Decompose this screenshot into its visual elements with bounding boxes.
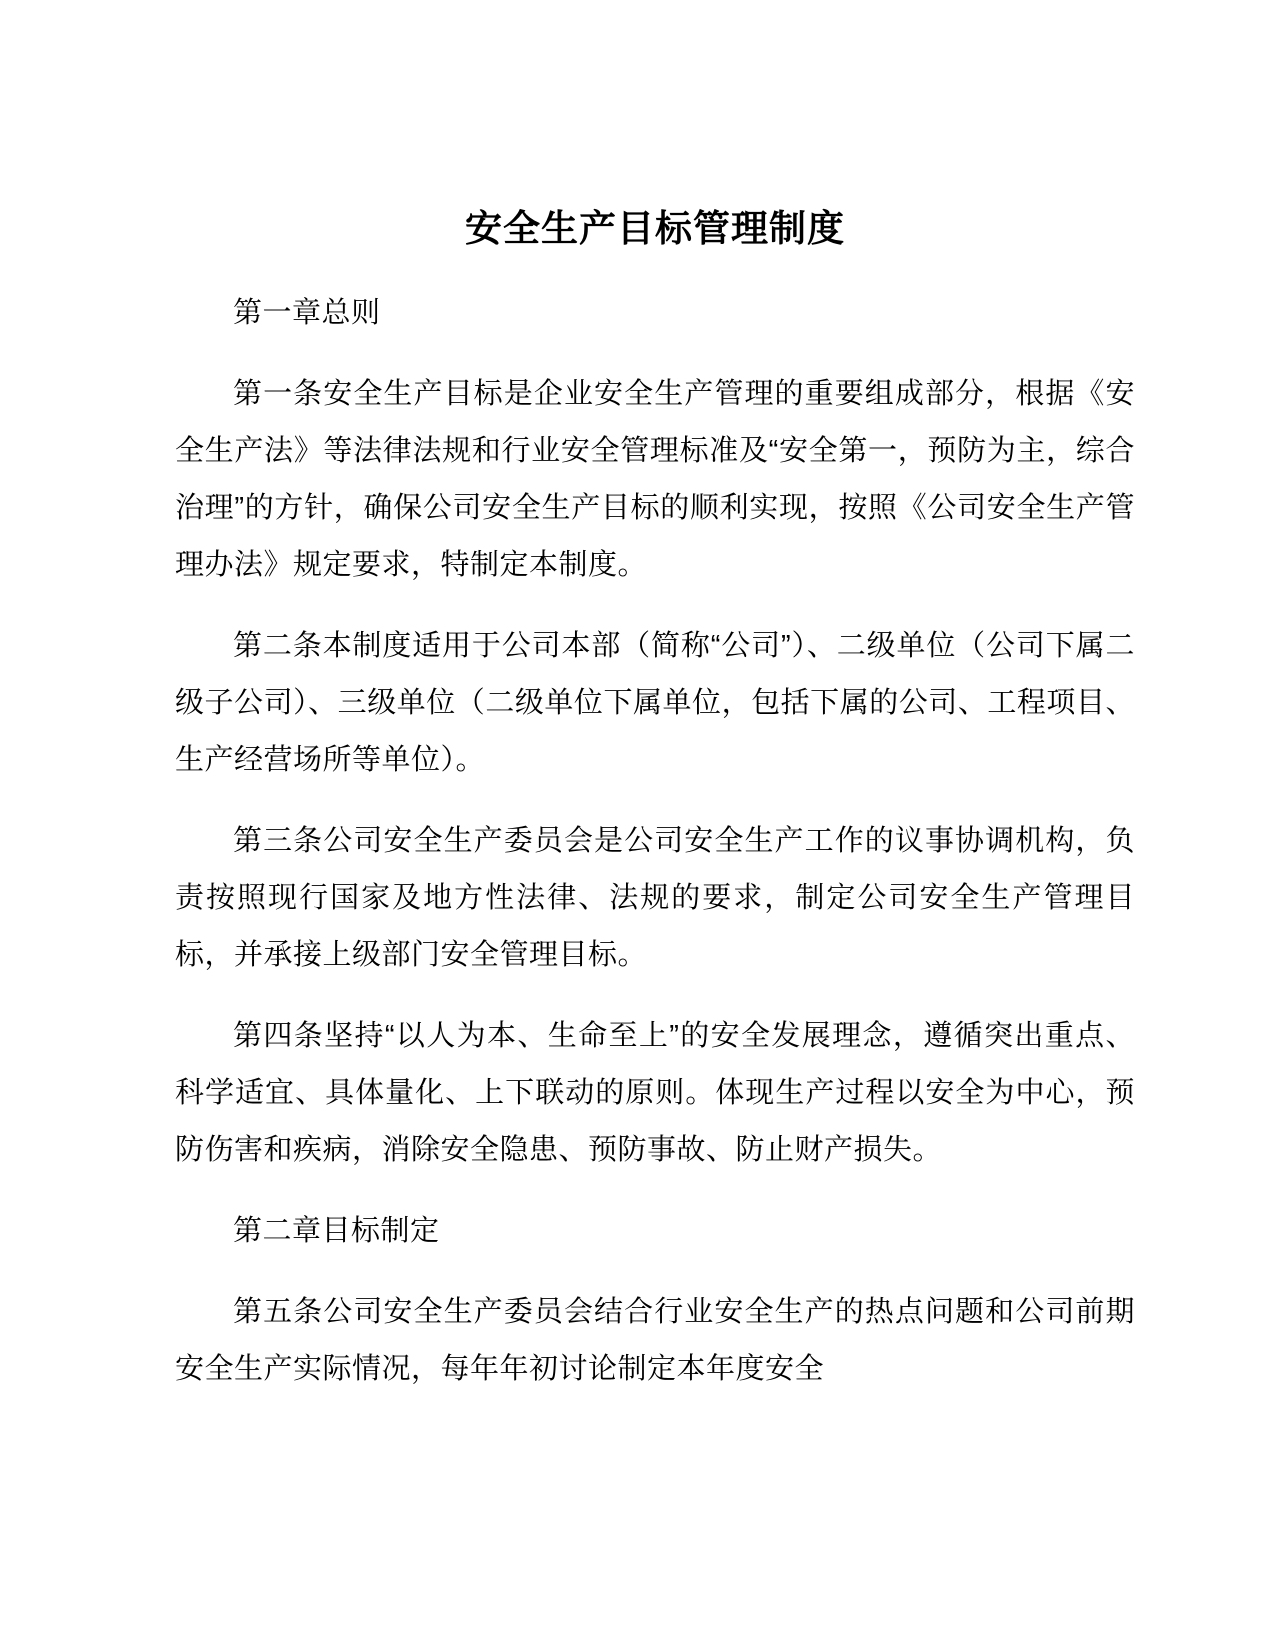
article-3-paragraph: 第三条公司安全生产委员会是公司安全生产工作的议事协调机构，负责按照现行国家及地方性法律、法规的要求，制定公司安全生产管理目标，并承接上级部门安全管理目标。	[175, 825, 1135, 971]
article-5-paragraph: 第五条公司安全生产委员会结合行业安全生产的热点问题和公司前期安全生产实际情况，每年年初讨论制定本年度安全	[175, 1296, 1135, 1385]
chapter-1-heading: 第一章总则	[233, 297, 381, 329]
article-1-paragraph: 第一条安全生产目标是企业安全生产管理的重要组成部分，根据《安全生产法》等法律法规和行业安全管理标准及“安全第一，预防为主，综合治理”的方针，确保公司安全生产目标的顺利实现，按照《公司安全生产管理办法》规定要求，特制定本制度。	[175, 378, 1135, 581]
chapter-2-heading: 第二章目标制定	[233, 1215, 440, 1247]
article-2-paragraph: 第二条本制度适用于公司本部（简称“公司”）、二级单位（公司下属二级子公司）、三级单位（二级单位下属单位，包括下属的公司、工程项目、生产经营场所等单位）。	[175, 630, 1135, 776]
document-title: 安全生产目标管理制度	[465, 208, 845, 249]
article-4-paragraph: 第四条坚持“以人为本、生命至上”的安全发展理念，遵循突出重点、科学适宜、具体量化、上下联动的原则。体现生产过程以安全为中心，预防伤害和疾病，消除安全隐患、预防事故、防止财产损失。	[175, 1020, 1135, 1166]
